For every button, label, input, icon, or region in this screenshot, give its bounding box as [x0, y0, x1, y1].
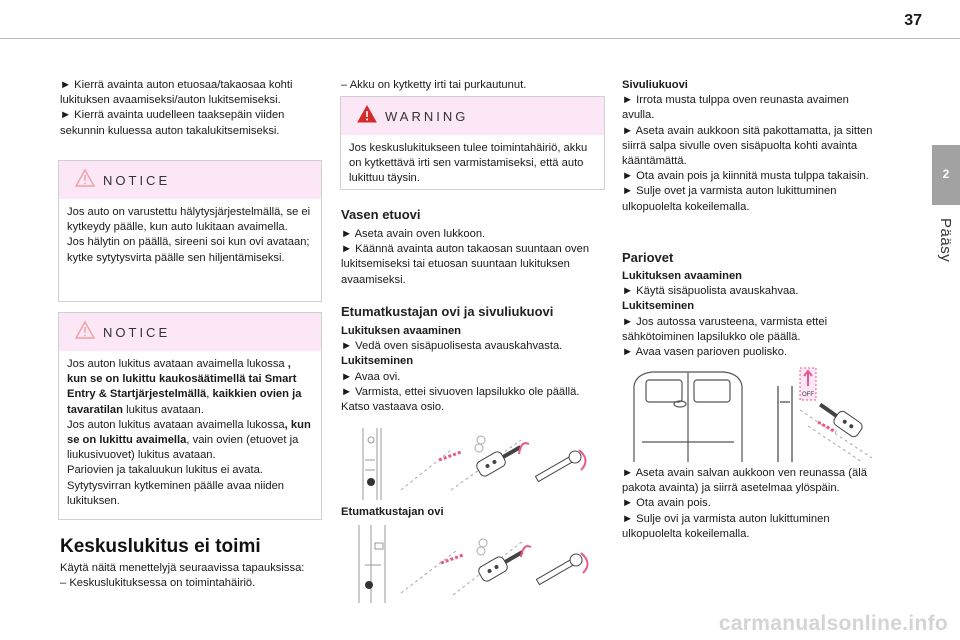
subheading: Lukituksen avaaminen	[341, 325, 461, 337]
notice-paragraph: Pariovien ja takaluukun lukitus ei avata.	[67, 464, 263, 477]
body-line: ► Avaa vasen parioven puolisko.	[622, 346, 788, 359]
warning-triangle-icon	[357, 105, 377, 123]
body-line: ► Vedä oven sisäpuolisesta avauskahvasta.	[341, 340, 563, 353]
notice-header	[59, 313, 321, 351]
col1-after-heading	[60, 561, 322, 591]
intro-line: ► Kierrä avainta auton etuosaa/takaosaa kohti lukituksen avaamiseksi/auton lukitsemiseksi.	[60, 79, 293, 107]
section-title: Vasen etuovi	[341, 207, 421, 222]
body-line: ► Varmista, ettei sivuoven lapsilukko ole päällä. Katso vastaava osio.	[341, 385, 580, 414]
header-rule	[0, 38, 960, 39]
body-line: ► Aseta avain salvan aukkoon ven reunassa (älä pakota avainta) ja siirrä asetelmaa ylöspäin.	[622, 467, 867, 495]
notice-header	[59, 161, 321, 199]
body-line: ► Ota avain pois ja kiinnitä musta tulppa takaisin.	[622, 170, 869, 183]
col3-top	[622, 78, 884, 215]
notice-line: Jos hälytin on päällä, sireeni soi kun ovi avataan; kytke sytytysvirta päälle sen hiljentämiseksi.	[67, 236, 310, 264]
text-span: Jos auton lukitus avataan avaimella lukossa	[67, 418, 285, 431]
bold-span: , kun se on lukittu avaimella	[67, 418, 311, 447]
notice-paragraph: Sytytysvirran kytkeminen päälle avaa niiden lukituksen.	[67, 479, 285, 507]
warning-triangle-icon	[75, 169, 95, 187]
off-label: OFF	[802, 392, 814, 398]
body-line: ► Irrota musta tulppa oven reunasta avaimen avulla.	[622, 94, 849, 122]
body-line: ► Aseta avain oven lukkoon.	[341, 228, 486, 240]
warning-box	[340, 96, 605, 190]
body-line: ► Ota avain pois.	[622, 497, 711, 510]
warning-body: Jos keskuslukitukseen tulee toimintahäiriö, akku on kytkettävä irti sen varmistamiseksi, että auto lukittuu täysin.	[349, 142, 588, 185]
body-line: ► Jos autossa varusteena, varmista ettei sähkötoiminen lapsilukko ole päällä.	[622, 315, 828, 343]
chapter-title: Pääsy	[937, 218, 954, 263]
notice-box-1	[58, 160, 322, 302]
watermark: carmanualsonline.info	[718, 612, 948, 635]
rear-doors-illustration	[622, 366, 884, 462]
subheading: Sivuliukuovi	[622, 79, 688, 91]
col3-mid	[622, 269, 884, 360]
col2-top	[341, 78, 603, 93]
subheading: Lukituksen avaaminen	[622, 270, 742, 282]
col2-sec2	[341, 324, 603, 415]
body-line: ► Käytä sisäpuolista avauskahvaa.	[622, 285, 799, 298]
body-line: ► Käännä avainta auton takaosan suuntaan oven lukitsemiseksi tai etuosan suuntaan lukituksen avaamiseksi.	[341, 243, 590, 286]
notice-title: NOTICE	[103, 173, 171, 188]
body-line: ► Aseta avain aukkoon sitä pakottamatta, ja sitten siirrä salpa sivulle oven sisäpuolta kohti avainta kääntämättä.	[622, 124, 873, 168]
chapter-tab[interactable]	[932, 145, 960, 205]
subheading: Lukitseminen	[622, 300, 695, 313]
text-span: lukitus avataan.	[122, 403, 204, 416]
body-line: ► Sulje ovet ja varmista auton lukittuminen ulkopuolelta kokeilemalla.	[622, 185, 837, 213]
notice-line: Jos auto on varustettu hälytysjärjestelmällä, se ei kytkeydy päälle, kun auto lukitaan avaimella.	[67, 206, 311, 234]
door-lock-illustration-2	[341, 525, 603, 603]
col2-sec1	[341, 227, 603, 288]
subheading: Lukitseminen	[341, 355, 414, 368]
notice-body	[59, 199, 321, 274]
body-line: ► Avaa ovi.	[341, 370, 401, 383]
text-span: Jos auton lukitus avataan avaimella lukossa	[67, 358, 288, 370]
text-span: , vain ovien (etuovet ja liukusivuovet) lukitus avataan.	[67, 434, 299, 462]
text-span: ,	[206, 388, 213, 401]
intro-line: ► Kierrä avainta uudelleen taaksepäin viiden sekunnin kuluessa auton takalukitsemiseksi.	[60, 109, 285, 137]
section-heading: Keskuslukitus ei toimi	[60, 536, 261, 557]
notice-body	[59, 351, 321, 517]
door-lock-illustration-1	[341, 420, 603, 500]
notice-paragraph	[67, 357, 313, 418]
warning-title: WARNING	[385, 109, 469, 124]
body-line: ► Sulje ovi ja varmista auton lukittuminen ulkopuolelta kokeilemalla.	[622, 512, 830, 540]
body-line: Käytä näitä menettelyjä seuraavissa tapauksissa:	[60, 562, 305, 574]
notice-box-2	[58, 312, 322, 520]
chapter-number: 2	[942, 167, 950, 181]
illustration-caption: Etumatkustajan ovi	[341, 506, 444, 518]
page-number: 37	[904, 12, 922, 29]
section-title: Pariovet	[622, 250, 674, 265]
body-line: – Akku on kytketty irti tai purkautunut.	[341, 79, 527, 91]
section-title: Etumatkustajan ovi ja sivuliukuovi	[341, 304, 554, 319]
warning-triangle-icon	[75, 321, 95, 339]
notice-paragraph	[67, 418, 313, 464]
bold-span: , kun se on lukittu kaukosäätimellä tai Smart Entry & Startjärjestelmällä	[67, 358, 297, 401]
bold-span: kaikkien ovien ja tavaratilan	[67, 388, 302, 416]
col1-intro	[60, 78, 322, 139]
col3-bottom	[622, 466, 884, 542]
body-line: – Keskuslukituksessa on toimintahäiriö.	[60, 577, 256, 590]
warning-header	[341, 97, 604, 135]
notice-title: NOTICE	[103, 325, 171, 340]
